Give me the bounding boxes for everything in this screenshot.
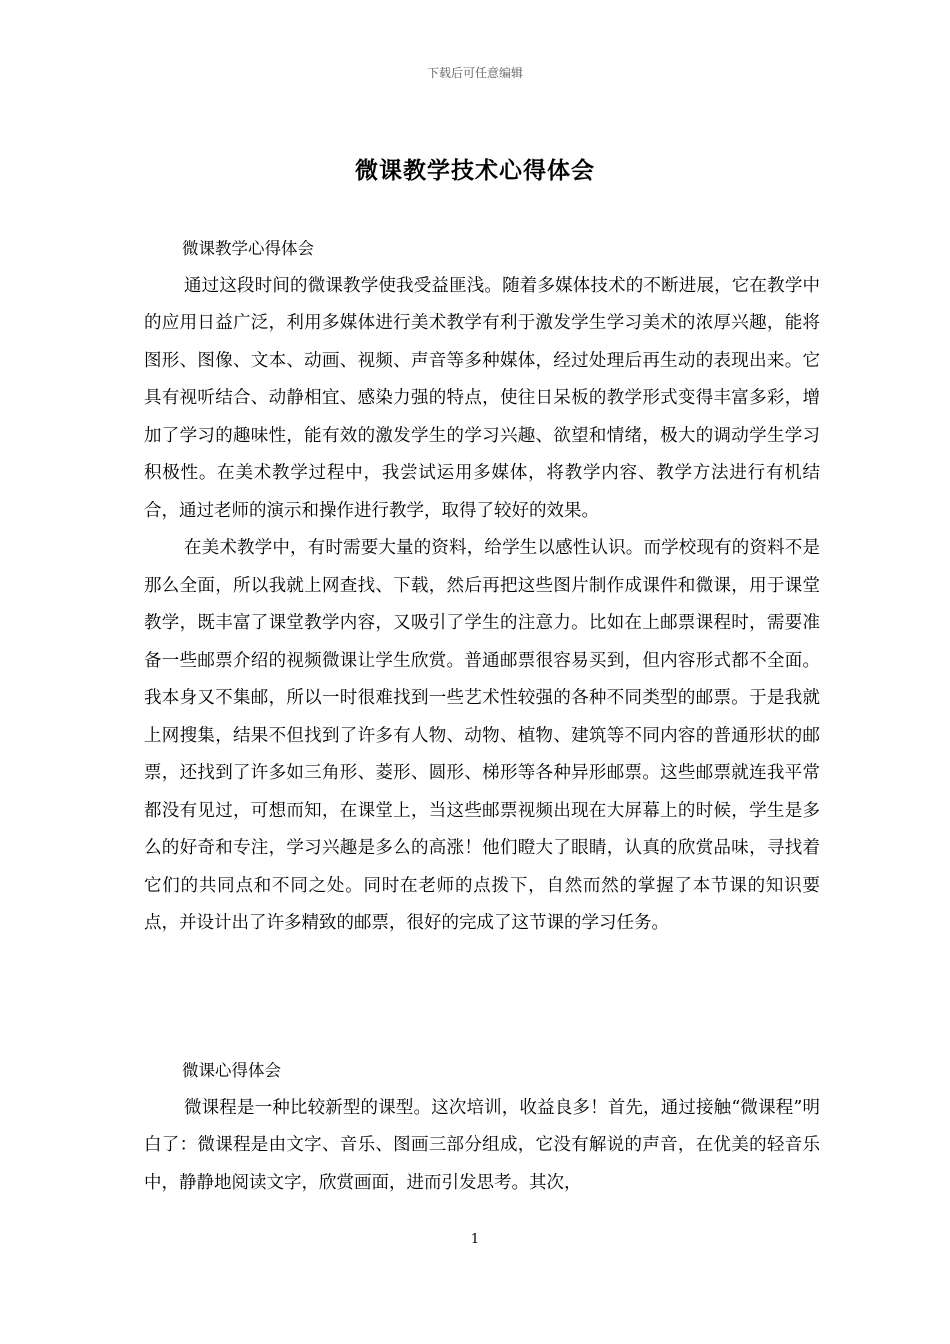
section-micro-course-experience: [144, 1052, 820, 1202]
paragraph: 在美术教学中，有时需要大量的资料，给学生以感性认识。而学校现有的资料不是那么全面，所以我就上网查找、下载，然后再把这些图片制作成课件和微课，用于课堂教学，既丰富了课堂教学内容，又吸引了学生的注意力。比如在上邮票课程时，需要准备一些邮票介绍的视频微课让学生欣赏。普通邮票很容易买到，但内容形式都不全面。我本身又不集邮，所以一时很难找到一些艺术性较强的各种不同类型的邮票。于是我就上网搜集，结果不但找到了许多有人物、动物、植物、建筑等不同内容的普通形状的邮票，还找到了许多如三角形、菱形、圆形、梯形等各种异形邮票。这些邮票就连我平常都没有见过，可想而知，在课堂上，当这些邮票视频出现在大屏幕上的时候，学生是多么的好奇和专注，学习兴趣是多么的高涨！他们瞪大了眼睛，认真的欣赏品味，寻找着它们的共同点和不同之处。同时在老师的点拨下，自然而然的掌握了本节课的知识要点，并设计出了许多精致的邮票，很好的完成了这节课的学习任务。: [144, 538, 820, 933]
section-heading: 微课教学心得体会: [182, 239, 314, 258]
paragraph: 微课程是一种比较新型的课型。这次培训，收益良多！首先，通过接触“微课程”明白了：微课程是由文字、音乐、图画三部分组成，它没有解说的声音，在优美的轻音乐中，静静地阅读文字，欣赏画面，进而引发思考。其次，: [144, 1097, 820, 1193]
page-header: 下载后可任意编辑: [426, 66, 523, 80]
section-heading: 微课心得体会: [182, 1061, 281, 1080]
paragraph: 通过这段时间的微课教学使我受益匪浅。随着多媒体技术的不断进展，它在教学中的应用日益广泛，利用多媒体进行美术教学有利于激发学生学习美术的浓厚兴趣，能将图形、图像、文本、动画、视频、声音等多种媒体，经过处理后再生动的表现出来。它具有视听结合、动静相宜、感染力强的特点，使往日呆板的教学形式变得丰富多彩，增加了学习的趣味性，能有效的激发学生的学习兴趣、欲望和情绪，极大的调动学生学习积极性。在美术教学过程中，我尝试运用多媒体，将教学内容、教学方法进行有机结合，通过老师的演示和操作进行教学，取得了较好的效果。: [144, 275, 820, 521]
section-micro-course-teaching: [144, 230, 820, 943]
document-title: 微课教学技术心得体会: [355, 158, 595, 184]
page-number: 1: [470, 1232, 480, 1247]
